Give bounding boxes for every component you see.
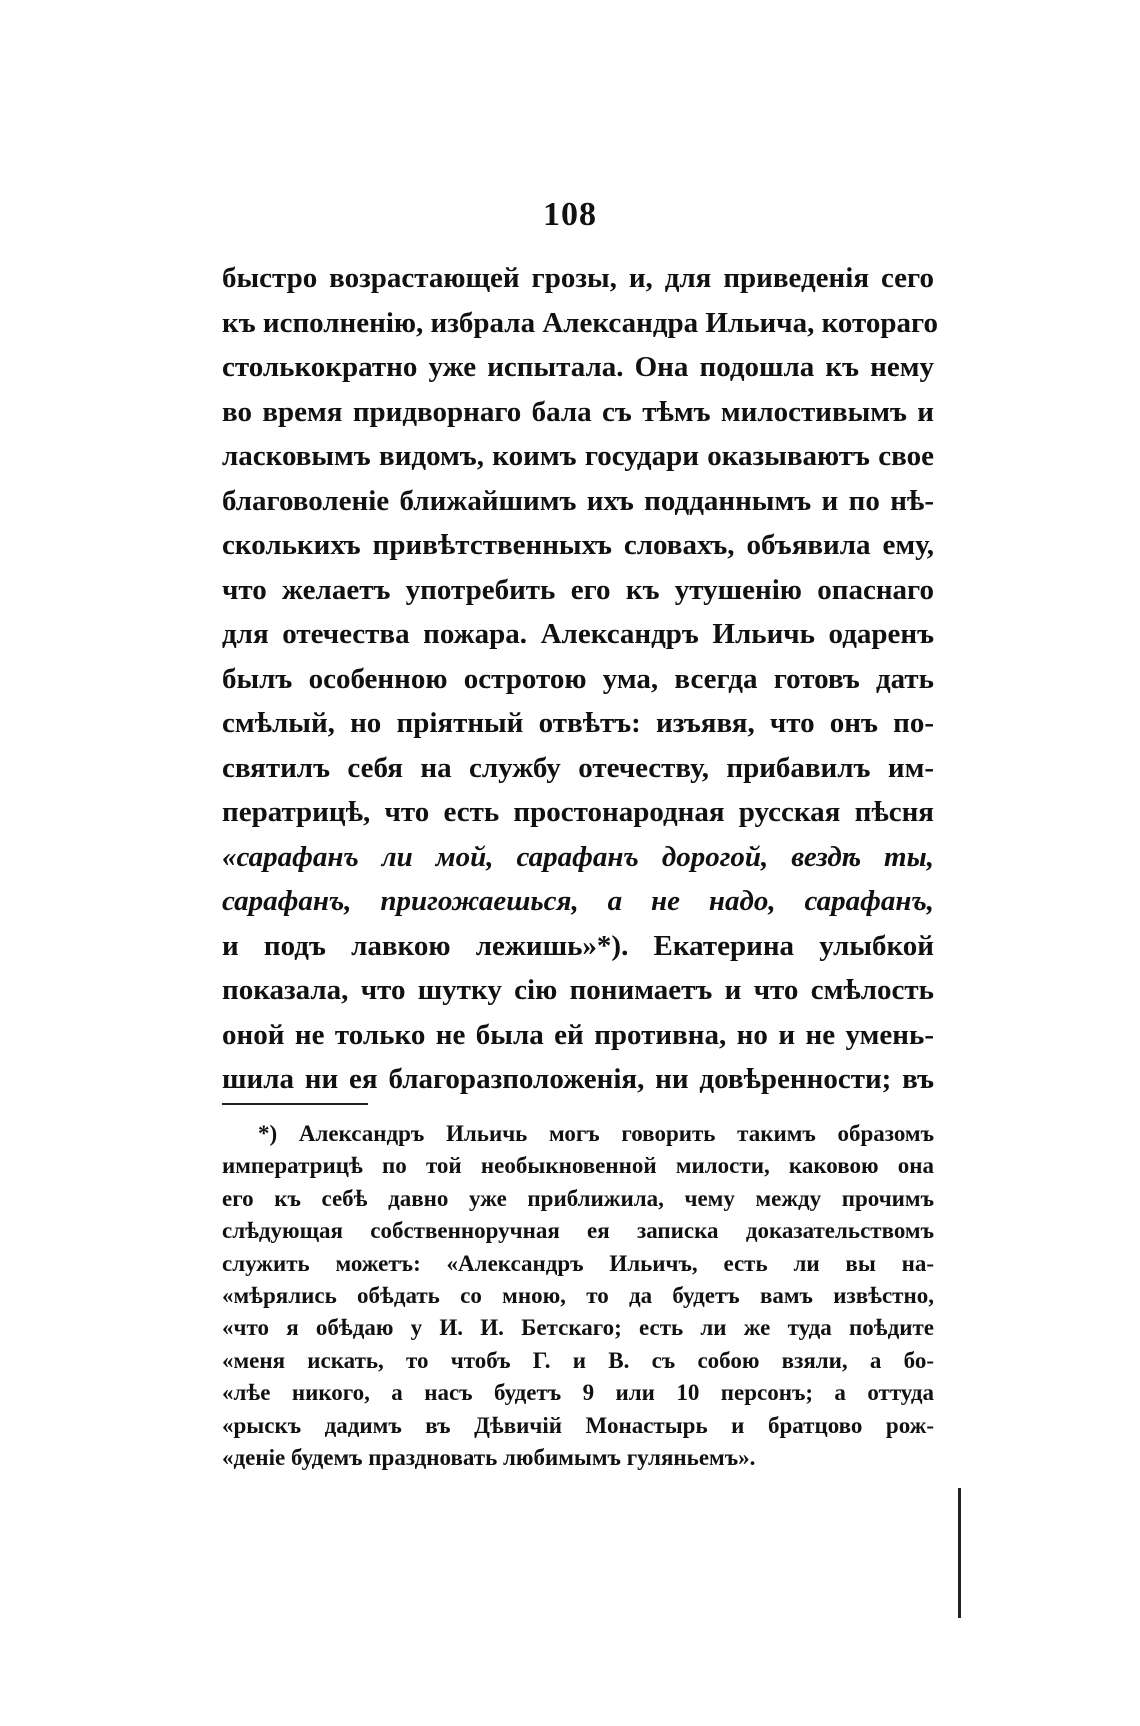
margin-scan-mark: [958, 1488, 961, 1618]
song-quote-line: «сарафанъ ли мой, сарафанъ дорогой, вездѣ ты,: [222, 840, 934, 873]
text-line: и подъ лавкою лежишь»*). Екатерина улыбкой: [222, 929, 934, 962]
footnote-divider: [222, 1103, 368, 1105]
footnote-line: «деніе будемъ праздновать любимымъ гуляньемъ».: [222, 1444, 756, 1470]
footnote-line: «меня искать, то чтобъ Г. и В. съ собою взяли, а бо-: [222, 1347, 934, 1373]
footnote-line: «рыскъ дадимъ въ Дѣвичій Монастырь и братцово рож-: [222, 1412, 934, 1438]
text-line: для отечества пожара. Александръ Ильичь одаренъ: [222, 618, 934, 650]
footnote-line: императрицѣ по той необыкновенной милости, каковою она: [222, 1153, 934, 1179]
footnote-line: *) Александръ Ильичь могъ говорить такимъ образомъ: [258, 1121, 934, 1146]
text-line: былъ особенною остротою ума, всегда готовъ дать: [222, 662, 934, 695]
song-quote-line: сарафанъ, пригожаешься, а не надо, сарафанъ,: [222, 885, 934, 917]
footnote-line: «лѣе никого, а насъ будетъ 9 или 10 персонъ; а оттуда: [222, 1380, 934, 1406]
footnote-line: служить можетъ: «Александръ Ильичъ, есть ли вы на-: [222, 1250, 934, 1276]
text-line: показала, что шутку сію понимаетъ и что смѣлость: [222, 974, 934, 1006]
footnote-line: его къ себѣ давно уже приближила, чему между прочимъ: [222, 1185, 934, 1211]
text-line: быстро возрастающей грозы, и, для приведенія сего: [222, 262, 934, 294]
footnote: [222, 1118, 934, 1474]
footnote-line: «что я обѣдаю у И. И. Бетскаго; есть ли же туда поѣдите: [222, 1315, 934, 1341]
text-line: благоволеніе ближайшимъ ихъ подданнымъ и по нѣ-: [222, 484, 934, 517]
text-line: святилъ себя на службу отечеству, прибавилъ им-: [222, 751, 934, 784]
text-line: во время придворнаго бала съ тѣмъ милостивымъ и: [222, 395, 934, 428]
text-line: ператрицѣ, что есть простонародная русская пѣсня: [222, 796, 934, 828]
main-text: [222, 256, 938, 1102]
text-line: смѣлый, но пріятный отвѣтъ: изъявя, что онъ по-: [222, 707, 934, 739]
text-line: что желаетъ употребить его къ утушенію опаснаго: [222, 573, 934, 606]
text-line: столькократно уже испытала. Она подошла къ нему: [222, 351, 934, 383]
text-line: шила ни ея благоразположенія, ни довѣренности; въ: [222, 1063, 934, 1095]
footnote-line: «мѣрялись обѣдать со мною, то да будетъ вамъ извѣстно,: [222, 1282, 934, 1308]
text-line: сколькихъ привѣтственныхъ словахъ, объявила ему,: [222, 529, 934, 561]
text-line: къ исполненію, избрала Александра Ильича, котораго: [222, 306, 938, 339]
text-line: ласковымъ видомъ, коимъ государи оказываютъ свое: [222, 440, 934, 472]
page-number: 108: [543, 196, 597, 233]
footnote-line: слѣдующая собственноручная ея записка доказательствомъ: [222, 1218, 934, 1244]
text-line: оной не только не была ей противна, но и не умень-: [222, 1018, 934, 1051]
